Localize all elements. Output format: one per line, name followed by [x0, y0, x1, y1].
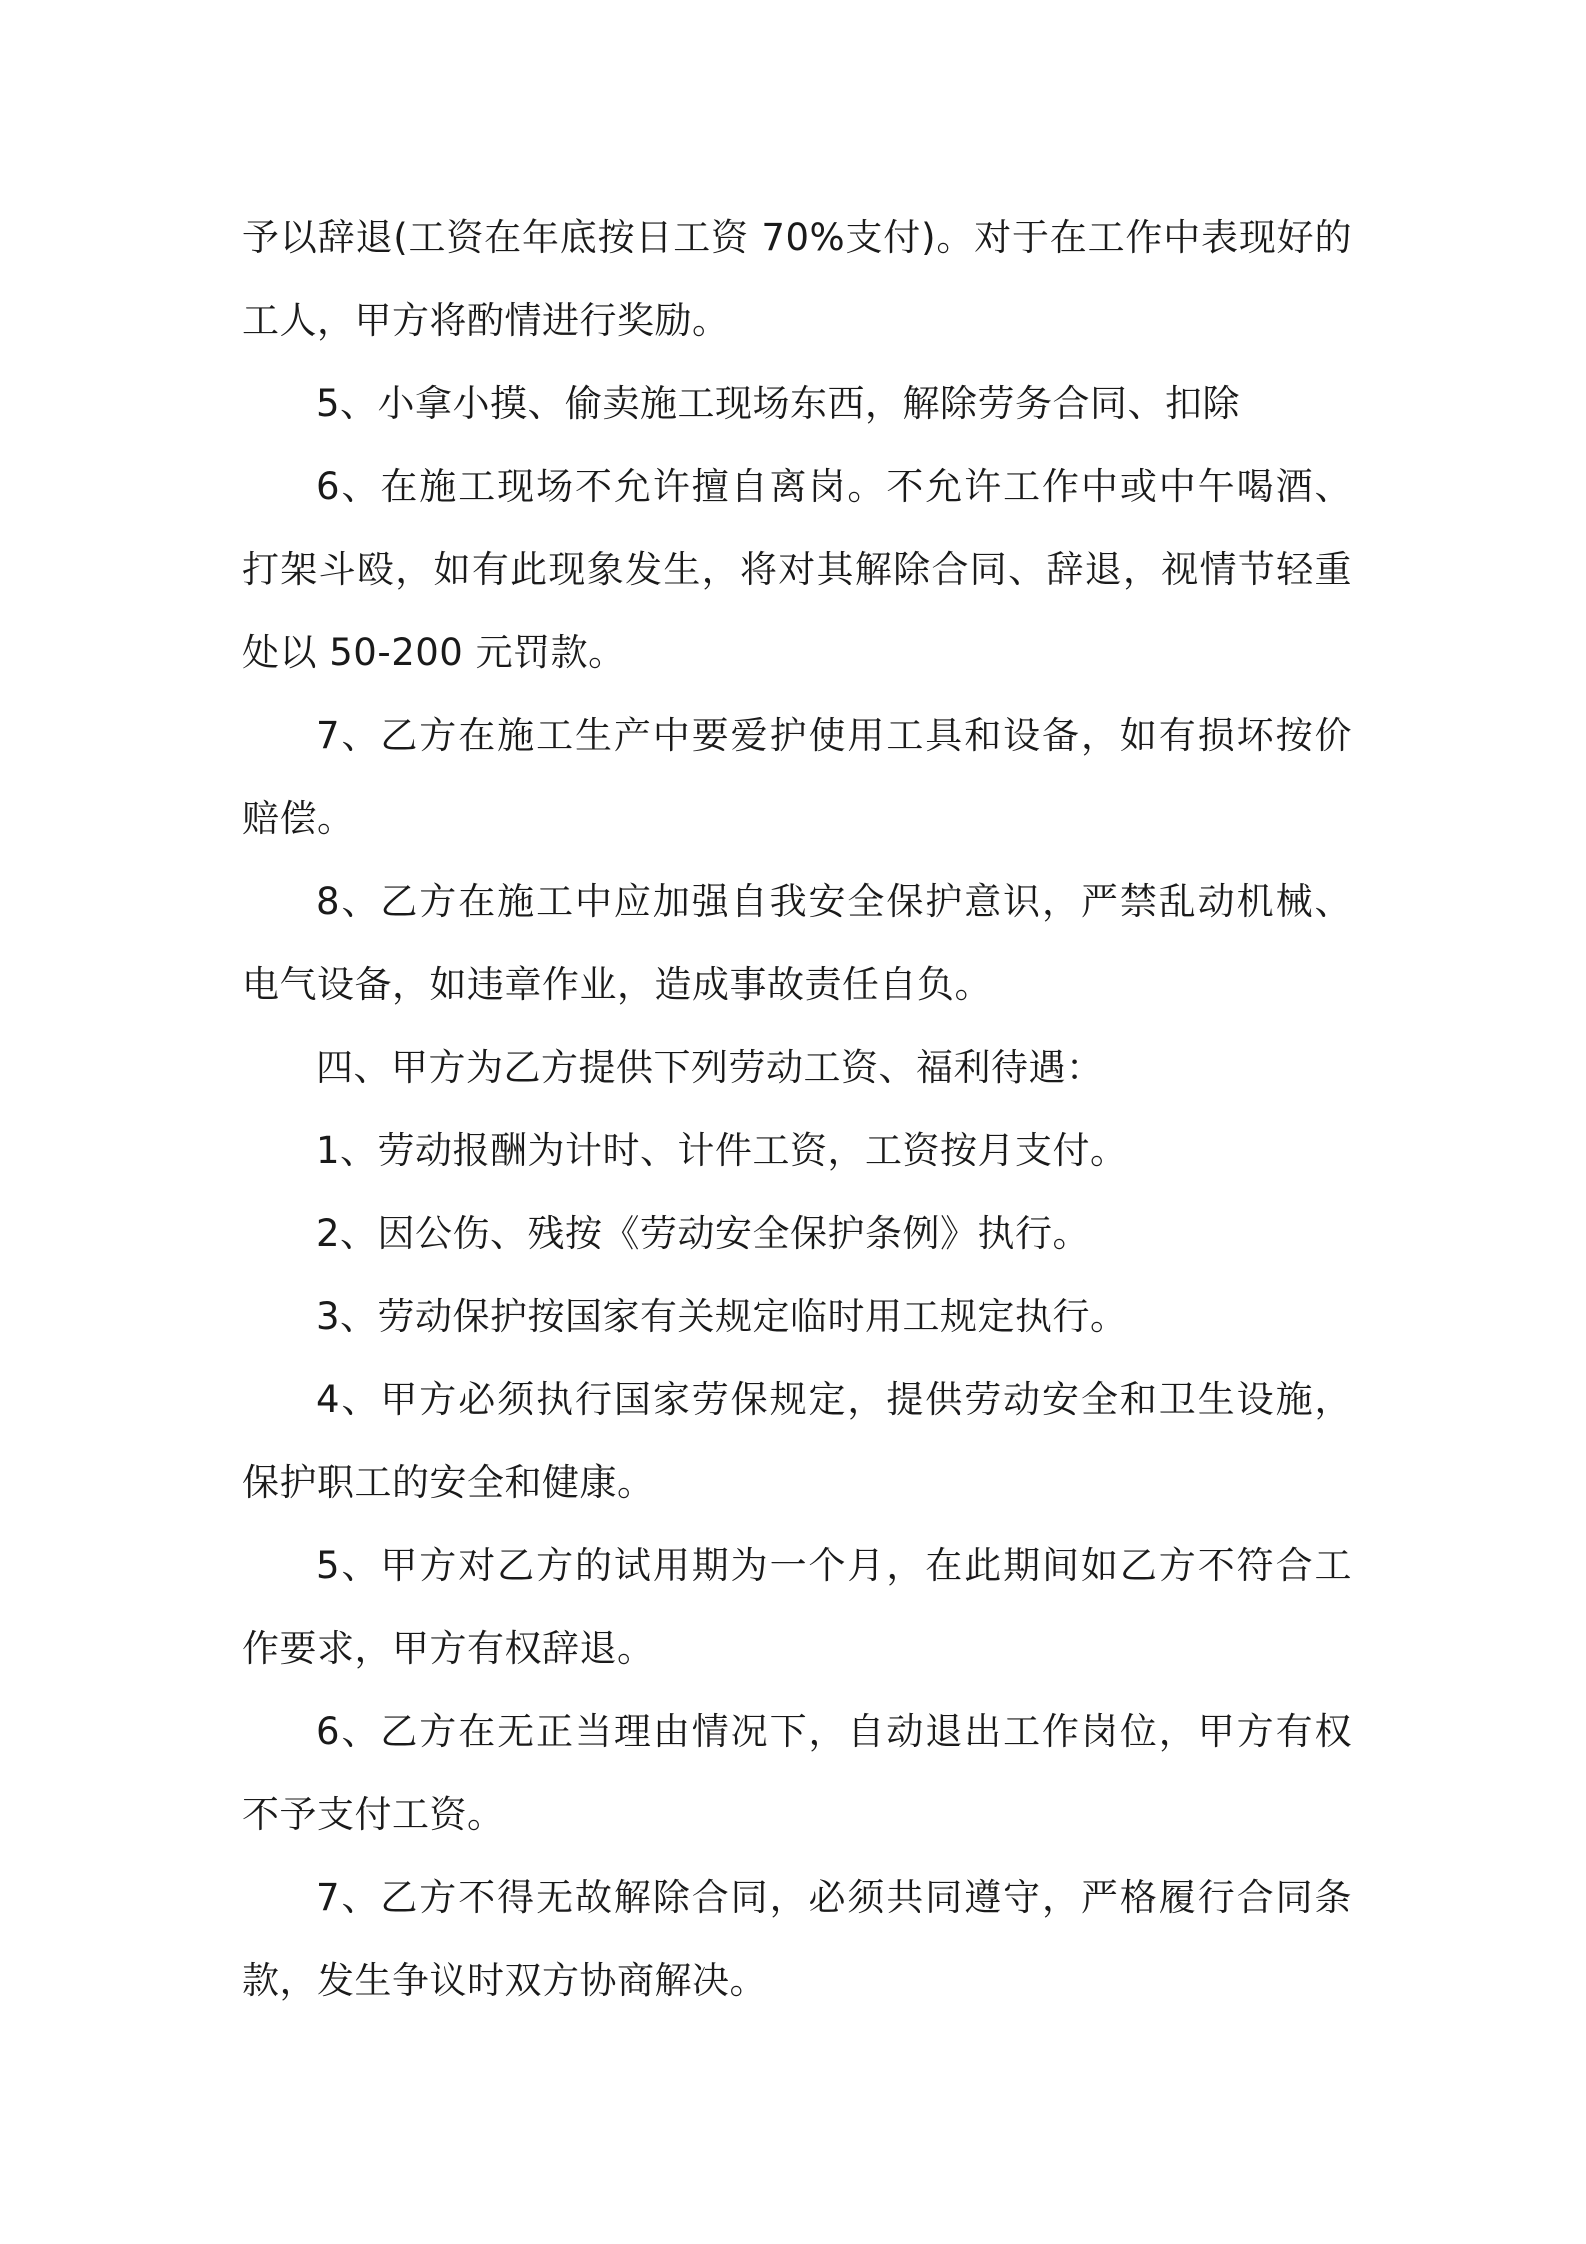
paragraph-item-6-leave-post: 6、在施工现场不允许擅自离岗。不允许工作中或中午喝酒、打架斗殴，如有此现象发生，将对其解除合同、辞退，视情节轻重处以 50-200 元罚款。	[242, 465, 1352, 674]
paragraph-item-5-theft: 5、小拿小摸、偷卖施工现场东西，解除劳务合同、扣除	[316, 382, 1241, 425]
paragraph-continuation: 予以辞退(工资在年底按日工资 70%支付)。对于在工作中表现好的工人，甲方将酌情进行奖励。	[242, 216, 1352, 342]
paragraph-item-7-tools: 7、乙方在施工生产中要爱护使用工具和设备，如有损坏按价赔偿。	[242, 714, 1352, 840]
paragraph-wage-item-1: 1、劳动报酬为计时、计件工资，工资按月支付。	[316, 1129, 1128, 1172]
paragraph-wage-item-6: 6、乙方在无正当理由情况下，自动退出工作岗位，甲方有权不予支付工资。	[242, 1710, 1352, 1836]
paragraph-item-8-safety: 8、乙方在施工中应加强自我安全保护意识，严禁乱动机械、电气设备，如违章作业，造成事故责任自负。	[242, 880, 1352, 1006]
paragraph-wage-item-3: 3、劳动保护按国家有关规定临时用工规定执行。	[316, 1295, 1128, 1338]
document-body	[242, 196, 1352, 2022]
paragraph-wage-item-2: 2、因公伤、残按《劳动安全保护条例》执行。	[316, 1212, 1091, 1255]
paragraph-wage-item-4: 4、甲方必须执行国家劳保规定，提供劳动安全和卫生设施，保护职工的安全和健康。	[242, 1378, 1352, 1504]
paragraph-wage-item-5: 5、甲方对乙方的试用期为一个月，在此期间如乙方不符合工作要求，甲方有权辞退。	[242, 1544, 1352, 1670]
section-heading-4-wages: 四、甲方为乙方提供下列劳动工资、福利待遇：	[316, 1046, 1104, 1089]
paragraph-wage-item-7: 7、乙方不得无故解除合同，必须共同遵守，严格履行合同条款，发生争议时双方协商解决。	[242, 1876, 1352, 2002]
